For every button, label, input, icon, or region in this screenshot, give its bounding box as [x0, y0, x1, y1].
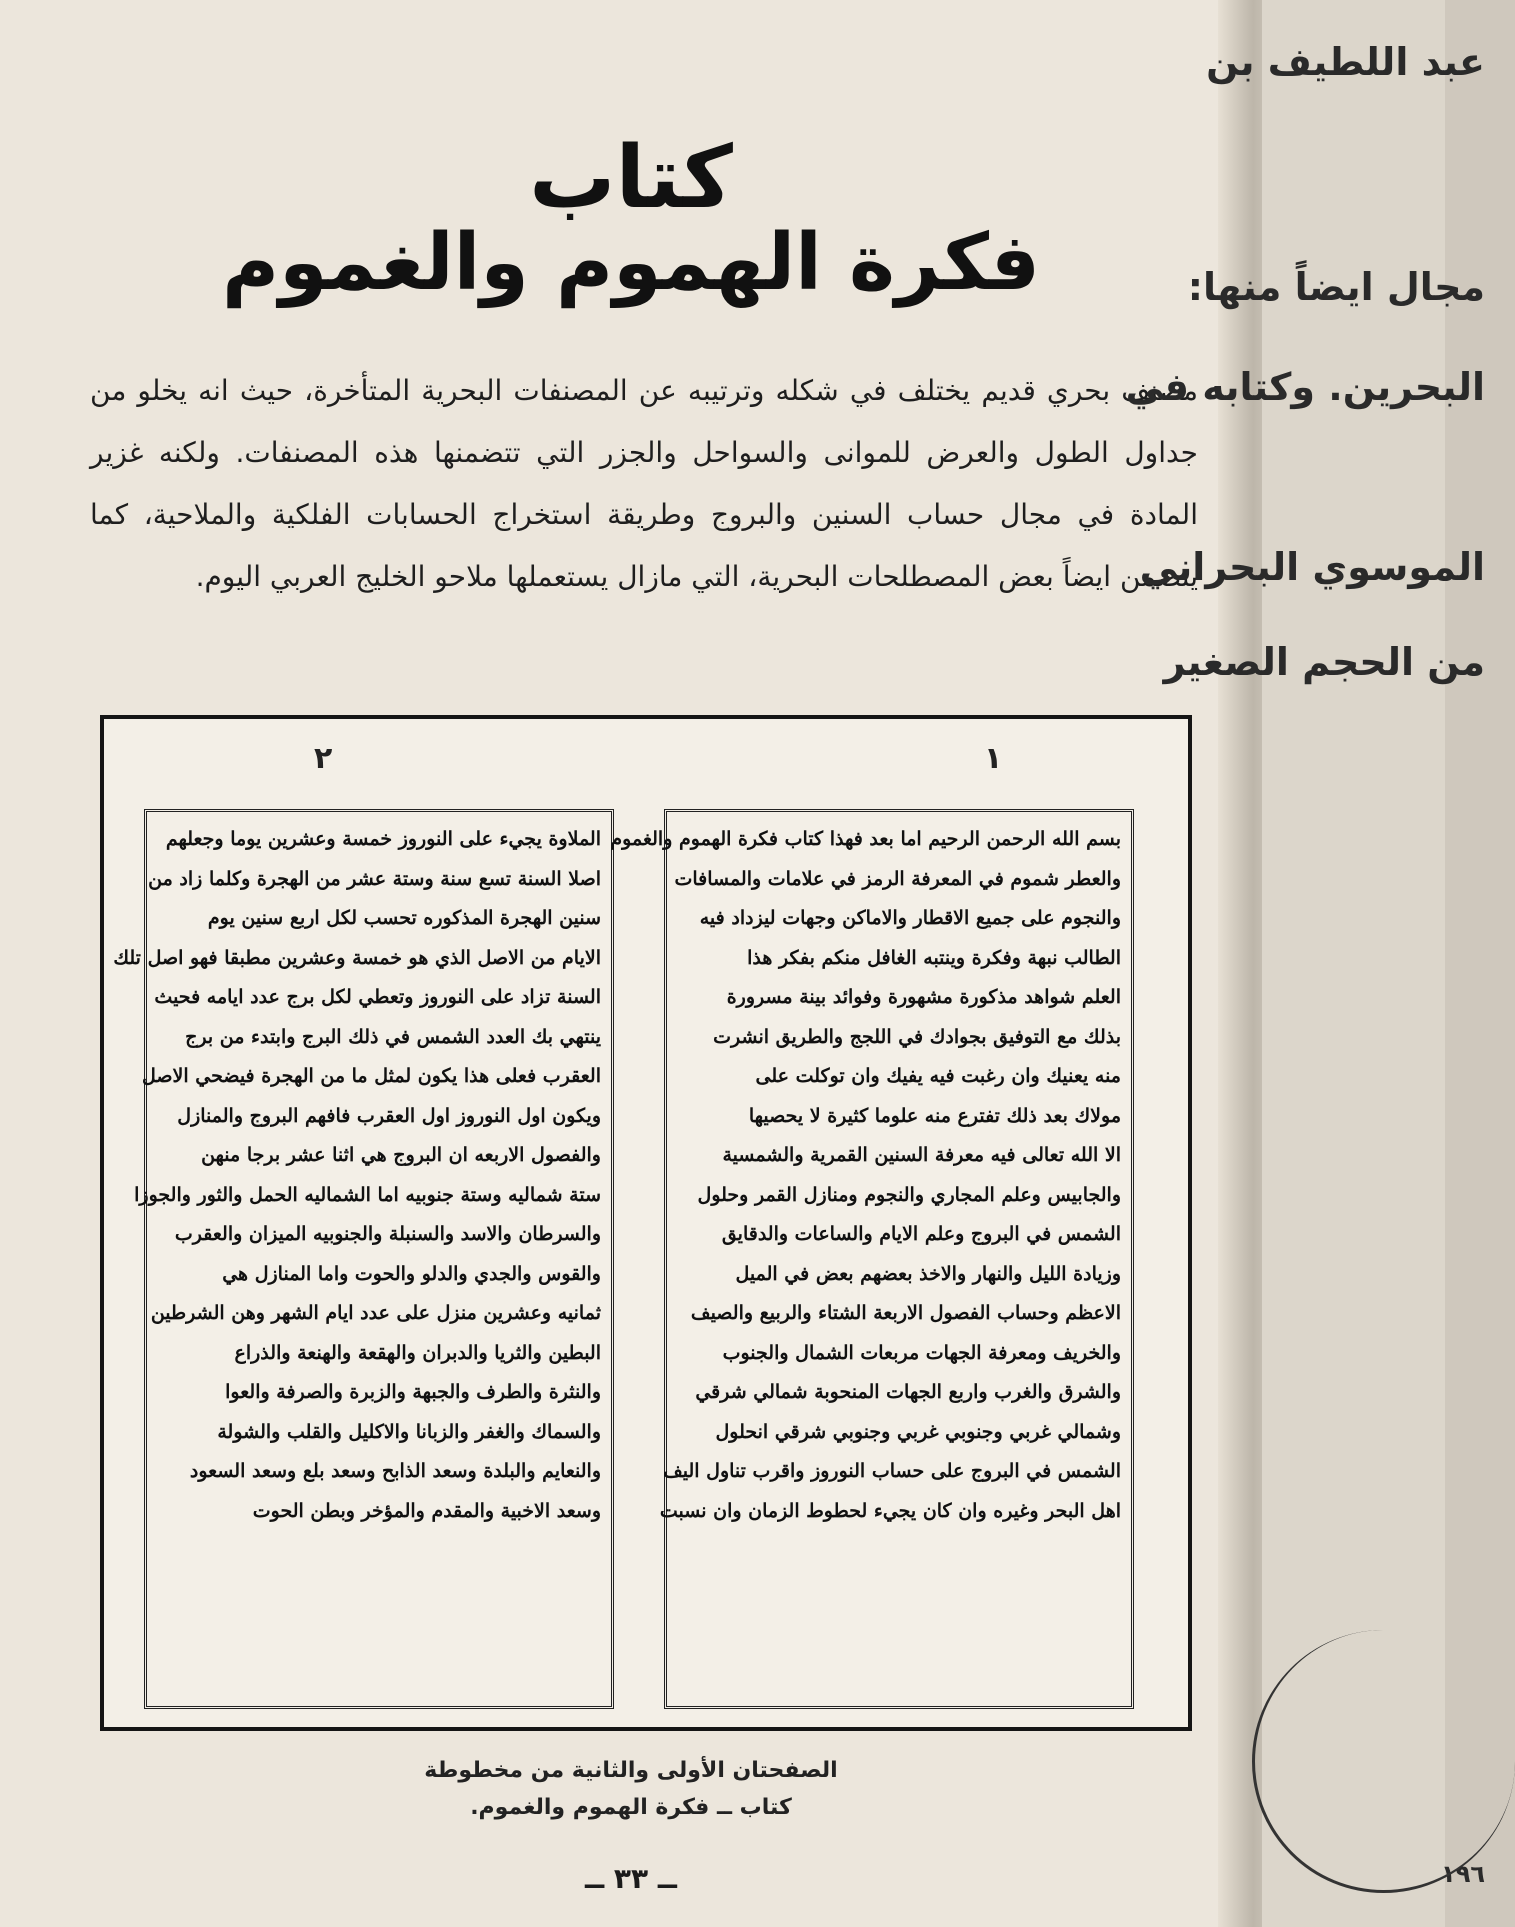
manuscript-line: السنة تزاد على النوروز وتعطي لكل برج عدد ايامه فحيث	[154, 986, 601, 1008]
manuscript-line: ينتهي بك العدد الشمس في ذلك البرج وابتدء من برج	[185, 1025, 601, 1048]
manuscript-line: مولاك بعد ذلك تفترع منه علوما كثيرة لا يحصيها	[748, 1104, 1121, 1127]
manuscript-line: والنثرة والطرف والجبهة والزبرة والصرفة والعوا	[225, 1381, 601, 1403]
manuscript-line: اصلا السنة تسع سنة وستة عشر من الهجرة وكلما زاد من	[148, 867, 601, 890]
manuscript-line: بذلك مع التوفيق بجوادك في اللجج والطريق انشرت	[713, 1025, 1121, 1048]
page-number: ــ ٣٣ ــ	[585, 1862, 677, 1895]
manuscript-line: منه يعنيك وان رغبت فيه يفيك وان توكلت على	[755, 1065, 1121, 1087]
adjacent-page-line: ١٩٦	[1441, 1860, 1485, 1888]
figure-caption-line-2: كتاب ــ فكرة الهموم والغموم.	[470, 1795, 792, 1820]
manuscript-line: والعطر شموم في المعرفة الرمز في علامات والمسافات	[674, 867, 1121, 890]
adjacent-page-figure-curve	[1252, 1630, 1515, 1893]
manuscript-line: والنجوم على جميع الاقطار والاماكن وجهات ليزداد فيه	[699, 907, 1121, 929]
adjacent-page-line: مجال ايضاً منها:	[1187, 265, 1485, 309]
manuscript-line: والسماك والغفر والزبانا والاكليل والقلب والشولة	[217, 1420, 601, 1443]
figure-caption-line-1: الصفحتان الأولى والثانية من مخطوطة	[424, 1758, 838, 1783]
manuscript-line: والشرق والغرب واربع الجهات المنحوبة شمالي شرقي	[695, 1381, 1121, 1403]
manuscript-line: سنين الهجرة المذكوره تحسب لكل اربع سنين يوم	[207, 907, 601, 929]
manuscript-line: وزيادة الليل والنهار والاخذ بعضهم بعض في الميل	[735, 1262, 1121, 1285]
manuscript-line: الشمس في البروج على حساب النوروز واقرب تناول اليف	[663, 1460, 1121, 1482]
manuscript-line: ستة شماليه وستة جنوبيه اما الشماليه الحمل والثور والجوزا	[134, 1183, 601, 1206]
manuscript-page-1	[610, 809, 1134, 1709]
manuscript-line: وسعد الاخبية والمقدم والمؤخر وبطن الحوت	[252, 1499, 601, 1522]
adjacent-page-line: البحرين. وكتابه في	[1125, 365, 1485, 409]
manuscript-line: العقرب فعلى هذا يكون لمثل ما من الهجرة فيضحي الاصل	[141, 1065, 601, 1087]
manuscript-line: اهل البحر وغيره وان كان يجيء لحطوط الزمان وان نسبت	[659, 1499, 1121, 1522]
manuscript-line: ويكون اول النوروز اول العقرب فافهم البروج والمنازل	[177, 1104, 601, 1127]
manuscript-line: الايام من الاصل الذي هو خمسة وعشرين مطبقا فهو اصل تلك	[113, 946, 601, 969]
manuscript-line: والجابيس وعلم المجاري والنجوم ومنازل القمر وحلول	[697, 1183, 1121, 1206]
manuscript-page-2-label: ٢	[314, 741, 333, 776]
manuscript-figure	[100, 715, 1192, 1731]
manuscript-line: الاعظم وحساب الفصول الاربعة الشتاء والربيع والصيف	[690, 1302, 1121, 1324]
manuscript-line: والسرطان والاسد والسنبلة والجنوبيه الميزان والعقرب	[174, 1223, 601, 1245]
manuscript-line: بسم الله الرحمن الرحيم اما بعد فهذا كتاب فكرة الهموم والغموم	[610, 828, 1121, 850]
book-title-line-2: فكرة الهموم والغموم	[221, 218, 1041, 308]
manuscript-line: والفصول الاربعه ان البروج هي اثنا عشر برجا منهن	[201, 1144, 601, 1166]
manuscript-line: والنعايم والبلدة وسعد الذابح وسعد بلع وسعد السعود	[189, 1460, 601, 1482]
manuscript-line: البطين والثريا والدبران والهقعة والهنعة والذراع	[234, 1341, 601, 1364]
manuscript-line: العلم شواهد مذكورة مشهورة وفوائد بينة مسرورة	[726, 986, 1121, 1008]
book-title-line-1: كتاب	[529, 128, 733, 228]
manuscript-line: ثمانيه وعشرين منزل على عدد ايام الشهر وهن الشرطين	[150, 1302, 601, 1324]
adjacent-page	[1125, 0, 1485, 1927]
adjacent-page-line: الموسوي البحراني	[1139, 545, 1485, 589]
manuscript-line: الطالب نبهة وفكرة وينتبه الغافل منكم بفكر هذا	[747, 946, 1121, 969]
manuscript-line: الملاوة يجيء على النوروز خمسة وعشرين يوما وجعلهم	[165, 828, 601, 850]
manuscript-line: الشمس في البروج وعلم الايام والساعات والدقايق	[721, 1223, 1121, 1245]
manuscript-line: والقوس والجدي والدلو والحوت واما المنازل هي	[222, 1262, 601, 1285]
manuscript-page-2	[113, 809, 614, 1709]
adjacent-page-line: عبد اللطيف بن	[1206, 40, 1485, 84]
manuscript-line: والخريف ومعرفة الجهات مربعات الشمال والجنوب	[722, 1341, 1121, 1364]
adjacent-page-line: من الحجم الصغير	[1163, 640, 1485, 684]
manuscript-page-1-label: ١	[984, 741, 1003, 776]
manuscript-line: الا الله تعالى فيه معرفة السنين القمرية والشمسية	[722, 1144, 1121, 1166]
manuscript-line: وشمالي غربي وجنوبي غربي وجنوبي شرقي انحلول	[715, 1420, 1121, 1443]
intro-paragraph: مصنف بحري قديم يختلف في شكله وترتيبه عن المصنفات البحرية المتأخرة، حيث انه يخلو من جداول الطول والعرض للموانى والسواحل والجزر التي تتضمنها هذه المصنفات. ولكنه غزير المادة في مجال حساب السنين والبروج وطريقة استخراج الحسابات الفلكية والملاحية، كما يتضمن ايضاً بعض المصطلحات البحرية، التي مازال يستعملها ملاحو الخليج العربي اليوم.	[90, 374, 1198, 593]
